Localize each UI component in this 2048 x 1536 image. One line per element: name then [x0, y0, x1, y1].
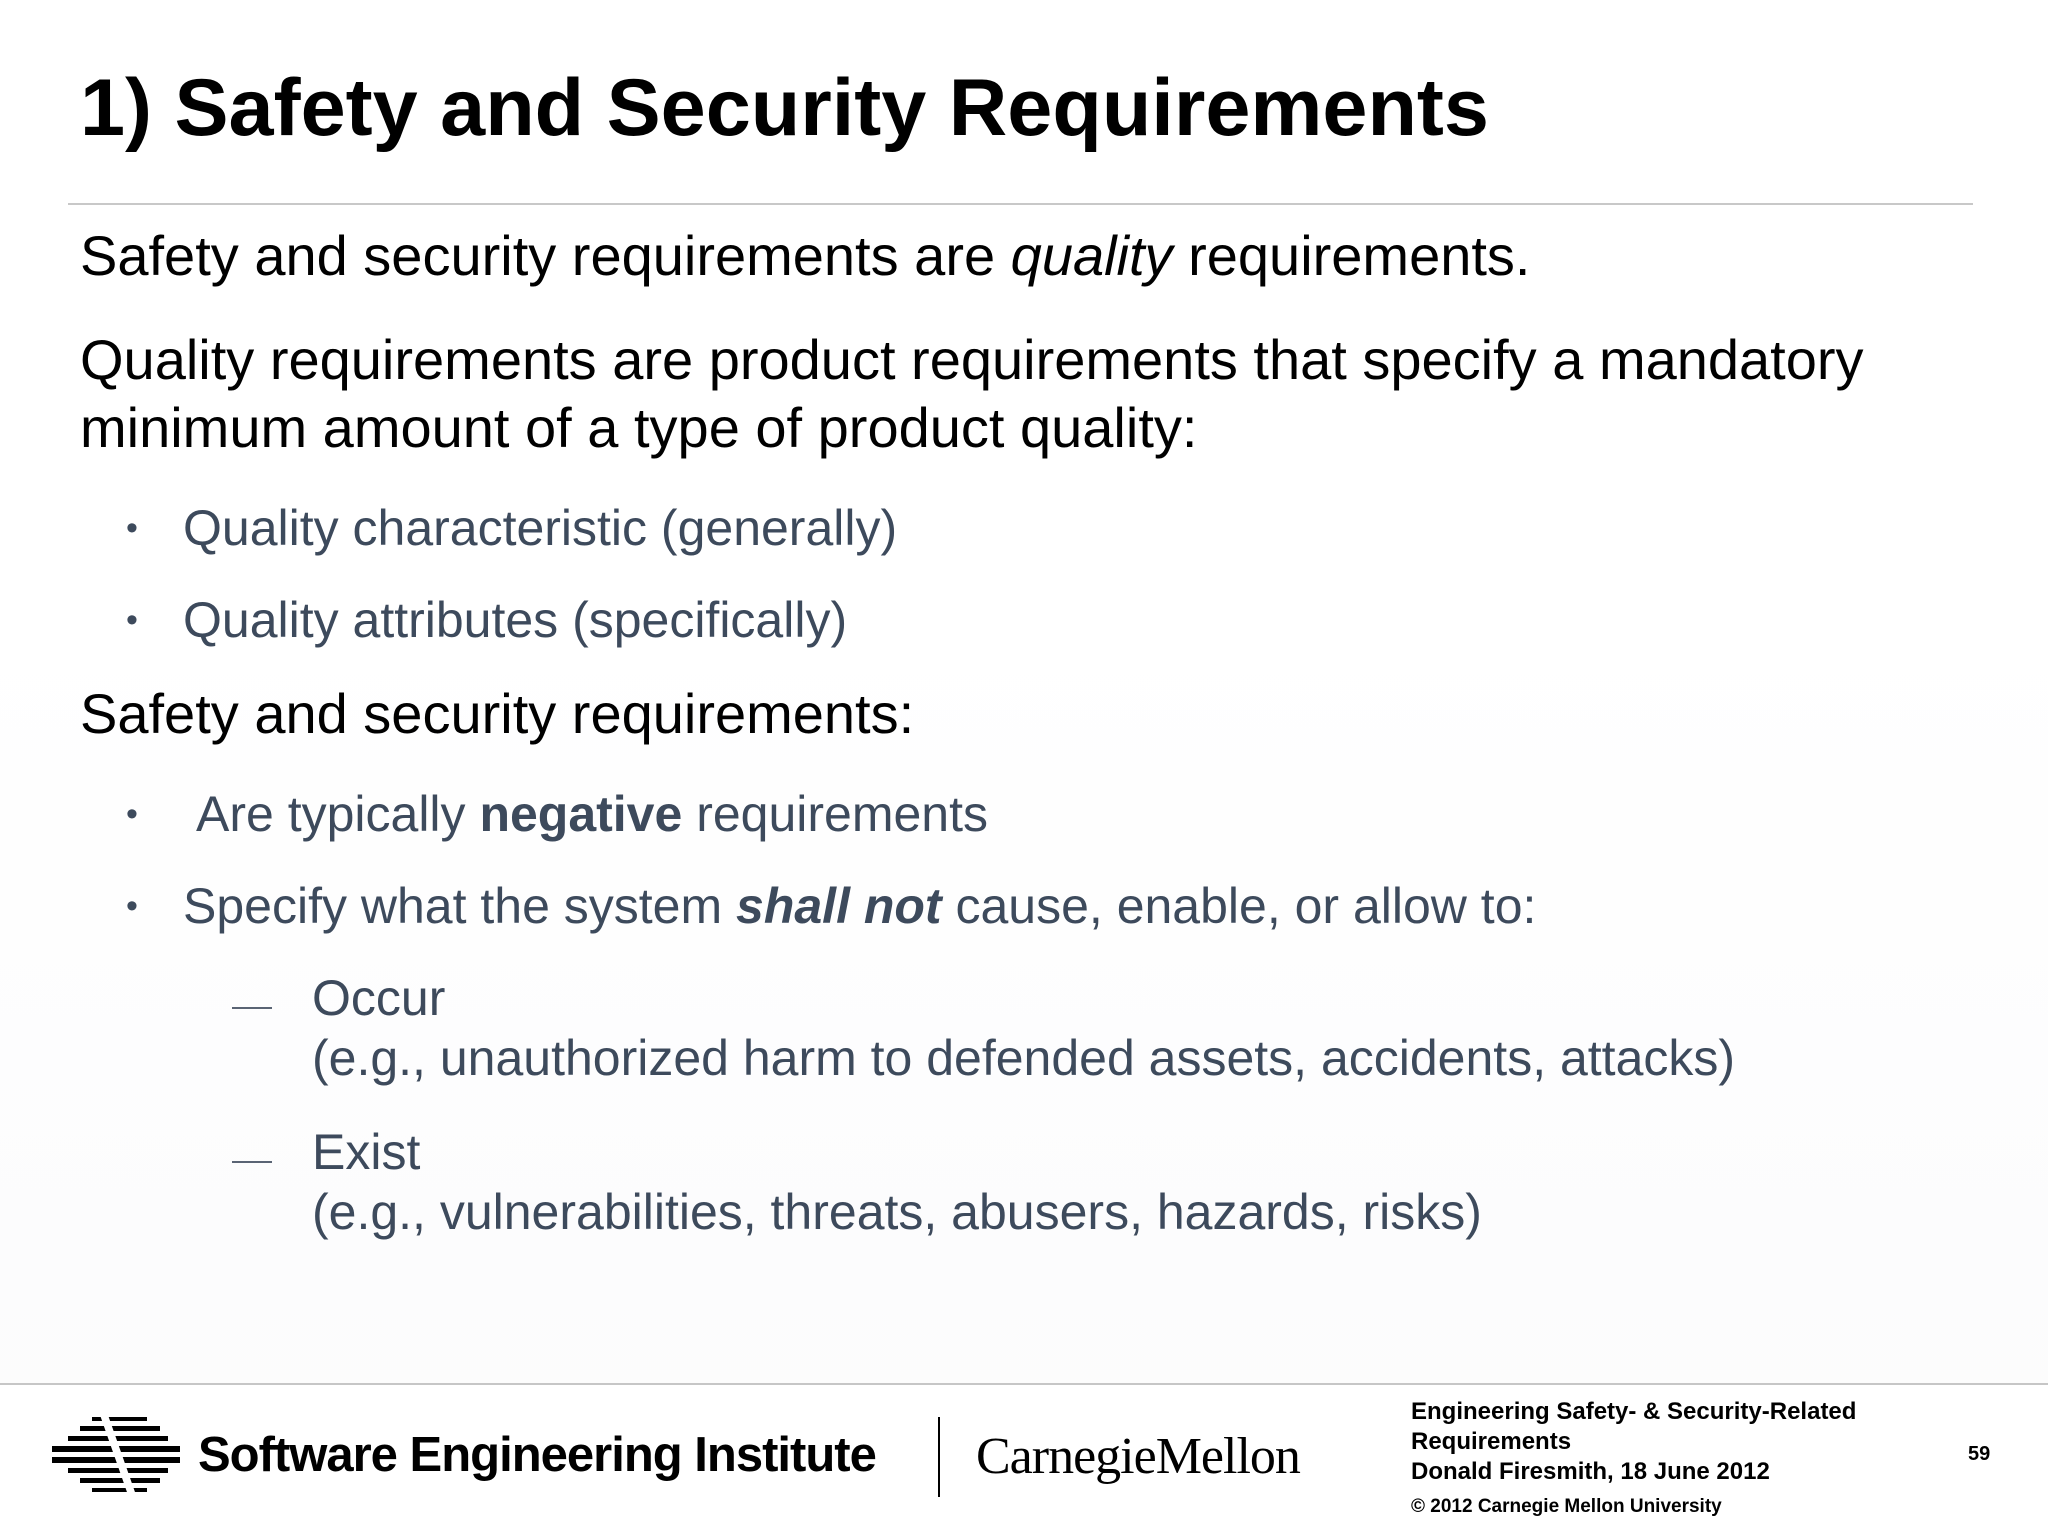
presentation-title-line1: Engineering Safety- & Security-Related — [1411, 1398, 1857, 1425]
list-item-text — [183, 876, 1536, 936]
institute-name: Software Engineering Institute — [198, 1428, 876, 1482]
bullet-icon: • — [126, 795, 138, 833]
bullet-icon: • — [126, 509, 138, 547]
sub-list-item-label: Exist — [312, 1124, 421, 1180]
presentation-info — [1411, 1397, 1856, 1487]
emphasis-quality: quality — [1010, 224, 1173, 287]
title-divider — [68, 203, 1973, 205]
paragraph-quality-intro — [80, 222, 1530, 290]
emphasis-negative: negative — [479, 786, 683, 842]
copyright: © 2012 Carnegie Mellon University — [1411, 1496, 1722, 1517]
footer — [0, 1385, 2048, 1536]
sei-logo-icon — [52, 1415, 182, 1495]
paragraph-quality-definition-line1: Quality requirements are product requirements that specify a mandatory — [80, 328, 1864, 391]
list-item-text: Quality attributes (specifically) — [183, 592, 848, 648]
sub-list-item-example-text: (e.g., unauthorized harm to defended assets, accidents, attacks) — [312, 1030, 1736, 1086]
slide-title: 1) Safety and Security Requirements — [80, 63, 1489, 153]
list-item-text-part: Specify what the system — [183, 878, 737, 934]
dash-icon — [232, 1161, 272, 1163]
author-date: Donald Firesmith, 18 June 2012 — [1411, 1458, 1770, 1485]
dash-icon — [232, 1007, 272, 1009]
list-item-text — [196, 784, 988, 844]
page-number: 59 — [1968, 1443, 1991, 1465]
paragraph-quality-definition-line2: minimum amount of a type of product quality: — [80, 396, 1198, 459]
list-item-text-part: cause, enable, or allow to: — [941, 878, 1537, 934]
bullet-icon: • — [126, 887, 138, 925]
logo-divider — [938, 1417, 940, 1497]
sub-list-item-example-text: (e.g., vulnerabilities, threats, abusers, hazards, risks) — [312, 1184, 1482, 1240]
paragraph-text: requirements. — [1172, 224, 1531, 287]
list-item-text: Quality characteristic (generally) — [183, 500, 898, 556]
paragraph-text: Safety and security requirements are — [80, 224, 1011, 287]
bullet-icon: • — [126, 601, 138, 639]
university-wordmark: CarnegieMellon — [976, 1428, 1300, 1485]
paragraph-safety-security: Safety and security requirements: — [80, 682, 915, 745]
sub-list-item-label: Occur — [312, 970, 446, 1026]
emphasis-shall-not: shall not — [736, 878, 942, 934]
presentation-title-line2: Requirements — [1411, 1428, 1572, 1455]
list-item-text-part: Are typically — [196, 786, 480, 842]
list-item-text-part: requirements — [682, 786, 988, 842]
